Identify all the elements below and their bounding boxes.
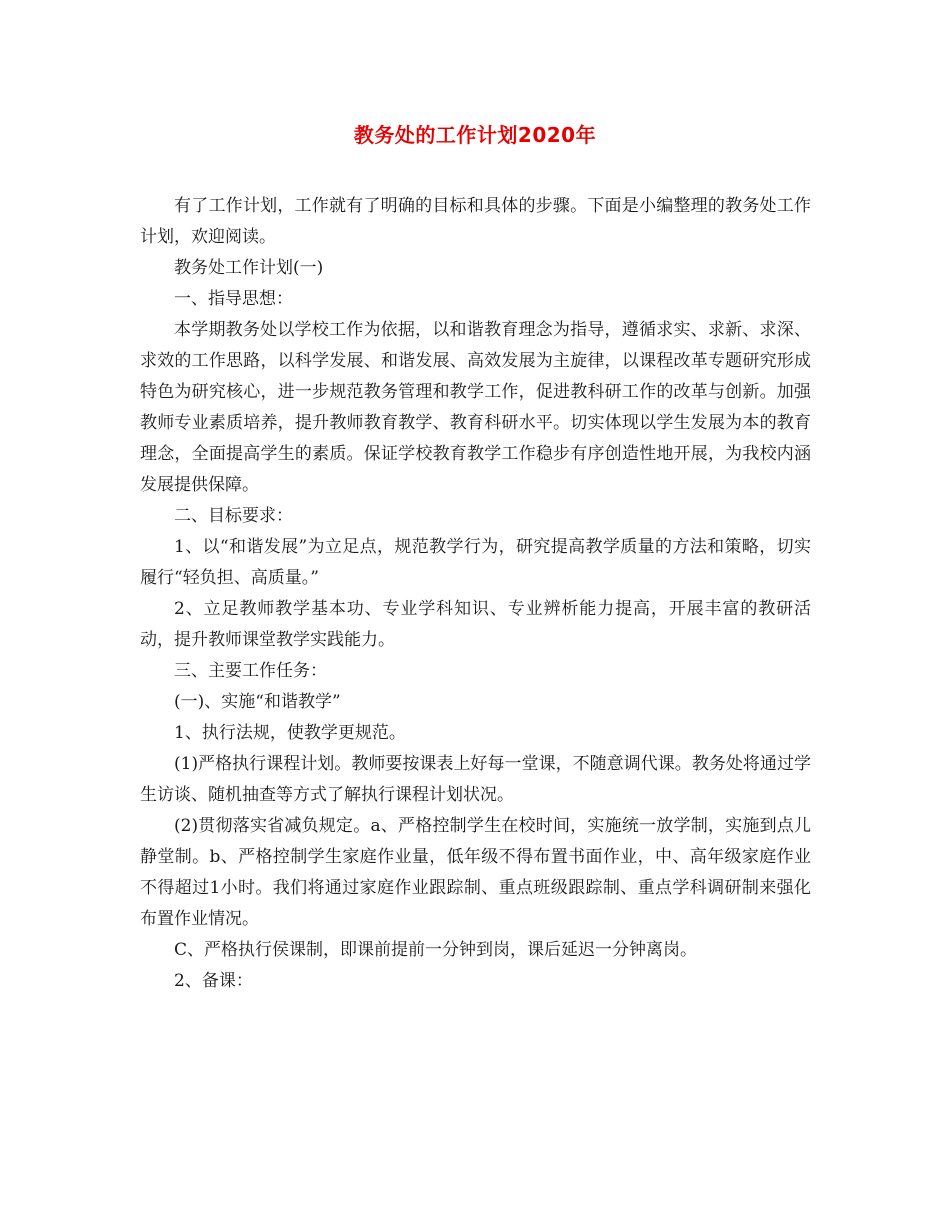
subsection-heading-harmonious-teaching: (一)、实施“和谐教学” — [174, 692, 341, 712]
document-title: 教务处的工作计划2020年 — [353, 123, 597, 147]
section-heading-goals: 二、目标要求： — [174, 506, 293, 526]
guiding-ideology-paragraph: 本学期教务处以学校工作为依据，以和谐教育理念为指导，遵循求实、求新、求深、求效的工作思路，以科学发展、和谐发展、高效发展为主旋律，以课程改革专题研究形成特色为研究核心，进一步规范教务管理和教学工作，促进教科研工作的改革与创新。加强教师专业素质培养，提升教师教育教学、教育科研水平。切实体现以学生发展为本的教育理念，全面提高学生的素质。保证学校教育教学工作稳步有序创造性地开展，为我校内涵发展提供保障。 — [140, 320, 811, 495]
section-heading-plan-one: 教务处工作计划(一) — [174, 258, 324, 278]
section-heading-main-tasks: 三、主要工作任务： — [174, 661, 327, 681]
document-body — [140, 191, 811, 997]
task-item-lesson-prep: 2、备课： — [174, 971, 253, 991]
section-heading-guiding-ideology: 一、指导思想： — [174, 289, 293, 309]
goal-item-2: 2、立足教师教学基本功、专业学科知识、专业辨析能力提高，开展丰富的教研活动，提升教师课堂教学实践能力。 — [140, 599, 811, 650]
task-item-regulations: 1、执行法规，使教学更规范。 — [174, 723, 406, 743]
intro-paragraph: 有了工作计划，工作就有了明确的目标和具体的步骤。下面是小编整理的教务处工作计划，欢迎阅读。 — [140, 196, 811, 247]
task-detail-burden-reduction: (2)贯彻落实省减负规定。a、严格控制学生在校时间，实施统一放学制，实施到点儿静堂制。b、严格控制学生家庭作业量，低年级不得布置书面作业，中、高年级家庭作业不得超过1小时。我们将通过家庭作业跟踪制、重点班级跟踪制、重点学科调研制来强化布置作业情况。 — [140, 816, 811, 929]
task-detail-curriculum: (1)严格执行课程计划。教师要按课表上好每一堂课，不随意调代课。教务处将通过学生访谈、随机抽查等方式了解执行课程计划状况。 — [140, 754, 811, 805]
task-detail-class-waiting: C、严格执行侯课制，即课前提前一分钟到岗，课后延迟一分钟离岗。 — [174, 940, 698, 960]
goal-item-1: 1、以“和谐发展”为立足点，规范教学行为，研究提高教学质量的方法和策略，切实履行“轻负担、高质量。” — [140, 537, 811, 588]
